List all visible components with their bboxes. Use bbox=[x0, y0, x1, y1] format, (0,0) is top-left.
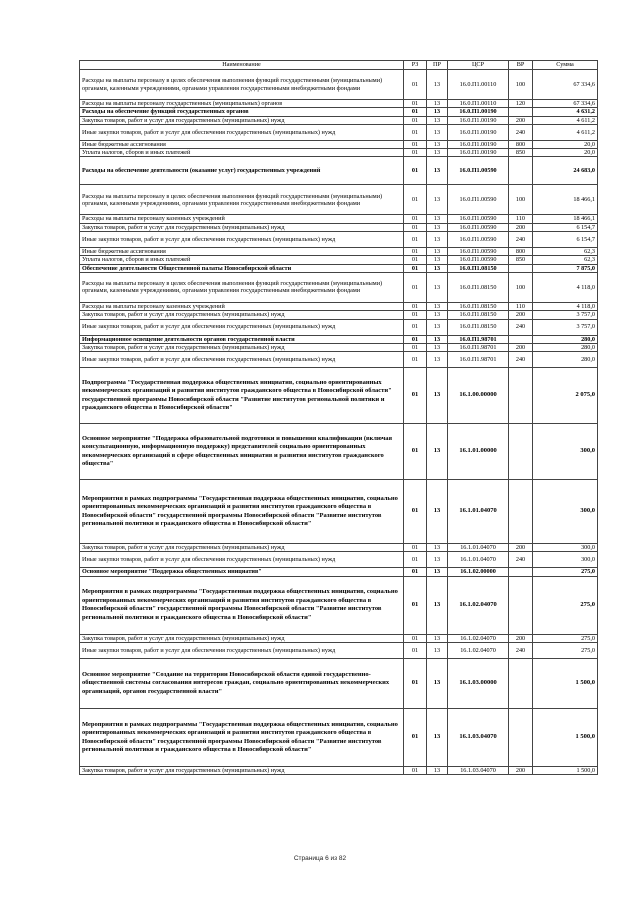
row-pr: 13 bbox=[427, 576, 448, 634]
row-csr: 16.0.П1.00590 bbox=[448, 232, 509, 248]
table-row bbox=[80, 544, 598, 552]
row-rz: 01 bbox=[404, 544, 427, 552]
table-row bbox=[80, 767, 598, 775]
row-name: Основное мероприятие "Поддержка общественных инициатив" bbox=[80, 568, 404, 576]
row-name: Иные бюджетные ассигнования bbox=[80, 140, 404, 148]
row-sum: 300,0 bbox=[533, 552, 598, 568]
row-vr: 110 bbox=[509, 215, 533, 223]
row-rz: 01 bbox=[404, 149, 427, 157]
row-rz: 01 bbox=[404, 634, 427, 642]
row-pr: 13 bbox=[427, 343, 448, 351]
row-rz: 01 bbox=[404, 232, 427, 248]
row-pr: 13 bbox=[427, 634, 448, 642]
table-row bbox=[80, 568, 598, 576]
row-vr: 200 bbox=[509, 116, 533, 124]
table-row bbox=[80, 552, 598, 568]
table-row bbox=[80, 116, 598, 124]
row-rz: 01 bbox=[404, 576, 427, 634]
row-csr: 16.0.П1.98701 bbox=[448, 352, 509, 368]
row-name: Закупка товаров, работ и услуг для государственных (муниципальных) нужд bbox=[80, 311, 404, 319]
row-rz: 01 bbox=[404, 248, 427, 256]
row-csr: 16.1.03.04070 bbox=[448, 709, 509, 767]
row-pr: 13 bbox=[427, 319, 448, 335]
row-sum: 300,0 bbox=[533, 424, 598, 480]
row-name: Закупка товаров, работ и услуг для государственных (муниципальных) нужд bbox=[80, 544, 404, 552]
row-name: Расходы на обеспечение функций государственных органов bbox=[80, 108, 404, 116]
row-csr: 16.1.01.04070 bbox=[448, 480, 509, 544]
row-vr bbox=[509, 576, 533, 634]
row-pr: 13 bbox=[427, 544, 448, 552]
row-sum: 275,0 bbox=[533, 643, 598, 659]
row-vr bbox=[509, 480, 533, 544]
row-pr: 13 bbox=[427, 568, 448, 576]
table-row bbox=[80, 335, 598, 343]
row-pr: 13 bbox=[427, 70, 448, 100]
row-csr: 16.1.01.00000 bbox=[448, 424, 509, 480]
row-rz: 01 bbox=[404, 256, 427, 264]
row-sum: 18 466,1 bbox=[533, 215, 598, 223]
row-sum: 62,3 bbox=[533, 248, 598, 256]
row-vr bbox=[509, 709, 533, 767]
row-sum: 3 757,0 bbox=[533, 311, 598, 319]
row-vr bbox=[509, 108, 533, 116]
table-row bbox=[80, 659, 598, 709]
table-row bbox=[80, 100, 598, 108]
row-sum: 4 118,0 bbox=[533, 272, 598, 302]
row-sum: 62,3 bbox=[533, 256, 598, 264]
row-csr: 16.0.П1.00110 bbox=[448, 70, 509, 100]
row-csr: 16.0.П1.98701 bbox=[448, 343, 509, 351]
row-pr: 13 bbox=[427, 116, 448, 124]
row-vr: 200 bbox=[509, 634, 533, 642]
row-sum: 4 118,0 bbox=[533, 302, 598, 310]
row-name: Иные закупки товаров, работ и услуг для обеспечения государственных (муниципальных) нужд bbox=[80, 352, 404, 368]
page-footer: Страница 6 из 82 bbox=[293, 855, 347, 862]
row-pr: 13 bbox=[427, 248, 448, 256]
row-rz: 01 bbox=[404, 767, 427, 775]
row-rz: 01 bbox=[404, 157, 427, 185]
row-pr: 13 bbox=[427, 124, 448, 140]
row-rz: 01 bbox=[404, 480, 427, 544]
row-sum: 280,0 bbox=[533, 335, 598, 343]
row-csr: 16.0.П1.00190 bbox=[448, 124, 509, 140]
table-row bbox=[80, 643, 598, 659]
row-csr: 16.0.П1.00190 bbox=[448, 108, 509, 116]
row-name: Уплата налогов, сборов и иных платежей bbox=[80, 256, 404, 264]
row-rz: 01 bbox=[404, 368, 427, 424]
row-rz: 01 bbox=[404, 124, 427, 140]
row-name: Расходы на обеспечение деятельности (оказание услуг) государственных учреждений bbox=[80, 157, 404, 185]
row-vr: 200 bbox=[509, 223, 533, 231]
table-row bbox=[80, 223, 598, 231]
row-sum: 3 757,0 bbox=[533, 319, 598, 335]
row-name: Основное мероприятие "Поддержка образовательной подготовки и повышения квалификации (включая консультационную, информационную поддержку) представителей социально ориентированных некоммерческих организаций в сфере общественных инициатив и развития институтов гражданского общества" bbox=[80, 424, 404, 480]
row-pr: 13 bbox=[427, 272, 448, 302]
row-name: Закупка товаров, работ и услуг для государственных (муниципальных) нужд bbox=[80, 116, 404, 124]
row-csr: 16.1.02.00000 bbox=[448, 568, 509, 576]
row-csr: 16.1.02.04070 bbox=[448, 634, 509, 642]
row-pr: 13 bbox=[427, 709, 448, 767]
table-body bbox=[80, 70, 598, 775]
row-sum: 1 500,0 bbox=[533, 767, 598, 775]
row-rz: 01 bbox=[404, 335, 427, 343]
row-name: Иные закупки товаров, работ и услуг для обеспечения государственных (муниципальных) нужд bbox=[80, 643, 404, 659]
row-vr: 200 bbox=[509, 311, 533, 319]
row-sum: 20,0 bbox=[533, 149, 598, 157]
row-csr: 16.1.02.04070 bbox=[448, 576, 509, 634]
row-sum: 6 154,7 bbox=[533, 232, 598, 248]
row-rz: 01 bbox=[404, 319, 427, 335]
row-rz: 01 bbox=[404, 185, 427, 215]
header-rz: РЗ bbox=[404, 61, 427, 70]
row-vr: 240 bbox=[509, 552, 533, 568]
row-name: Иные бюджетные ассигнования bbox=[80, 248, 404, 256]
row-rz: 01 bbox=[404, 352, 427, 368]
row-sum: 20,0 bbox=[533, 140, 598, 148]
row-vr: 240 bbox=[509, 124, 533, 140]
row-vr: 110 bbox=[509, 302, 533, 310]
row-sum: 300,0 bbox=[533, 480, 598, 544]
row-name: Подпрограмма "Государственная поддержка общественных инициатив, социально ориентированных некоммерческих организаций и развития институтов гражданского общества в Новосибирской области" государственной программы Новосибирской области "Развитие институтов региональной политики и гражданского общества в Новосибирской области" bbox=[80, 368, 404, 424]
row-csr: 16.0.П1.00190 bbox=[448, 149, 509, 157]
row-csr: 16.1.02.04070 bbox=[448, 643, 509, 659]
row-vr: 240 bbox=[509, 232, 533, 248]
row-sum: 4 611,2 bbox=[533, 124, 598, 140]
row-rz: 01 bbox=[404, 100, 427, 108]
row-vr: 800 bbox=[509, 140, 533, 148]
header-sum: Сумма bbox=[533, 61, 598, 70]
header-pr: ПР bbox=[427, 61, 448, 70]
row-pr: 13 bbox=[427, 149, 448, 157]
table-row bbox=[80, 634, 598, 642]
row-pr: 13 bbox=[427, 643, 448, 659]
row-name: Расходы на выплаты персоналу в целях обеспечения выполнения функций государственными (муниципальными) органами, казенными учреждениями, органами управления государственными внебюджетными фондами bbox=[80, 70, 404, 100]
row-csr: 16.0.П1.00190 bbox=[448, 116, 509, 124]
row-vr: 850 bbox=[509, 256, 533, 264]
row-rz: 01 bbox=[404, 568, 427, 576]
row-vr: 200 bbox=[509, 767, 533, 775]
row-vr: 100 bbox=[509, 70, 533, 100]
row-pr: 13 bbox=[427, 552, 448, 568]
row-pr: 13 bbox=[427, 659, 448, 709]
row-pr: 13 bbox=[427, 311, 448, 319]
row-sum: 275,0 bbox=[533, 634, 598, 642]
row-sum: 67 334,6 bbox=[533, 100, 598, 108]
row-name: Расходы на выплаты персоналу в целях обеспечения выполнения функций государственными (муниципальными) органами, казенными учреждениями, органами управления государственными внебюджетными фондами bbox=[80, 185, 404, 215]
row-csr: 16.1.01.04070 bbox=[448, 544, 509, 552]
row-csr: 16.1.01.04070 bbox=[448, 552, 509, 568]
row-csr: 16.0.П1.00590 bbox=[448, 185, 509, 215]
row-csr: 16.0.П1.00190 bbox=[448, 140, 509, 148]
row-vr: 120 bbox=[509, 100, 533, 108]
row-sum: 6 154,7 bbox=[533, 223, 598, 231]
row-pr: 13 bbox=[427, 215, 448, 223]
row-pr: 13 bbox=[427, 264, 448, 272]
row-sum: 275,0 bbox=[533, 568, 598, 576]
table-row bbox=[80, 232, 598, 248]
row-name: Обеспечение деятельности Общественной палаты Новосибирской области bbox=[80, 264, 404, 272]
row-pr: 13 bbox=[427, 368, 448, 424]
table-row bbox=[80, 343, 598, 351]
table-row bbox=[80, 368, 598, 424]
row-csr: 16.0.П1.08150 bbox=[448, 264, 509, 272]
row-rz: 01 bbox=[404, 343, 427, 351]
row-name: Иные закупки товаров, работ и услуг для обеспечения государственных (муниципальных) нужд bbox=[80, 124, 404, 140]
table-row bbox=[80, 424, 598, 480]
row-csr: 16.1.03.00000 bbox=[448, 659, 509, 709]
table-row bbox=[80, 302, 598, 310]
row-rz: 01 bbox=[404, 302, 427, 310]
row-name: Закупка товаров, работ и услуг для государственных (муниципальных) нужд bbox=[80, 634, 404, 642]
table-row bbox=[80, 709, 598, 767]
row-name: Закупка товаров, работ и услуг для государственных (муниципальных) нужд bbox=[80, 767, 404, 775]
row-vr: 100 bbox=[509, 272, 533, 302]
row-rz: 01 bbox=[404, 643, 427, 659]
row-csr: 16.0.П1.08150 bbox=[448, 319, 509, 335]
row-vr bbox=[509, 157, 533, 185]
row-sum: 7 875,0 bbox=[533, 264, 598, 272]
table-row bbox=[80, 311, 598, 319]
row-csr: 16.1.03.04070 bbox=[448, 767, 509, 775]
row-name: Закупка товаров, работ и услуг для государственных (муниципальных) нужд bbox=[80, 223, 404, 231]
row-sum: 280,0 bbox=[533, 352, 598, 368]
row-name: Иные закупки товаров, работ и услуг для обеспечения государственных (муниципальных) нужд bbox=[80, 319, 404, 335]
row-csr: 16.0.П1.08150 bbox=[448, 311, 509, 319]
row-vr bbox=[509, 424, 533, 480]
table-row bbox=[80, 248, 598, 256]
row-sum: 4 631,2 bbox=[533, 108, 598, 116]
row-rz: 01 bbox=[404, 424, 427, 480]
table-row bbox=[80, 70, 598, 100]
row-vr: 240 bbox=[509, 319, 533, 335]
row-pr: 13 bbox=[427, 335, 448, 343]
row-vr: 200 bbox=[509, 544, 533, 552]
row-vr: 200 bbox=[509, 343, 533, 351]
table-row bbox=[80, 124, 598, 140]
row-name: Мероприятия в рамках подпрограммы "Государственная поддержка общественных инициатив, социально ориентированных некоммерческих организаций и развития институтов гражданского общества в Новосибирской области" государственной программы Новосибирской области "Развитие институтов региональной политики и гражданского общества в Новосибирской области" bbox=[80, 709, 404, 767]
row-name: Расходы на выплаты персоналу в целях обеспечения выполнения функций государственными (муниципальными) органами, казенными учреждениями, органами управления государственными внебюджетными фондами bbox=[80, 272, 404, 302]
table-row bbox=[80, 108, 598, 116]
row-vr: 850 bbox=[509, 149, 533, 157]
row-vr: 240 bbox=[509, 352, 533, 368]
row-vr bbox=[509, 368, 533, 424]
row-pr: 13 bbox=[427, 100, 448, 108]
row-sum: 24 683,0 bbox=[533, 157, 598, 185]
row-sum: 67 334,6 bbox=[533, 70, 598, 100]
row-vr bbox=[509, 568, 533, 576]
header-csr: ЦСР bbox=[448, 61, 509, 70]
row-sum: 280,0 bbox=[533, 343, 598, 351]
row-csr: 16.0.П1.98701 bbox=[448, 335, 509, 343]
row-rz: 01 bbox=[404, 140, 427, 148]
row-sum: 300,0 bbox=[533, 544, 598, 552]
table-row bbox=[80, 352, 598, 368]
row-rz: 01 bbox=[404, 264, 427, 272]
table-row bbox=[80, 215, 598, 223]
row-rz: 01 bbox=[404, 116, 427, 124]
row-name: Уплата налогов, сборов и иных платежей bbox=[80, 149, 404, 157]
row-vr: 100 bbox=[509, 185, 533, 215]
row-sum: 275,0 bbox=[533, 576, 598, 634]
row-csr: 16.0.П1.00590 bbox=[448, 223, 509, 231]
row-csr: 16.0.П1.00110 bbox=[448, 100, 509, 108]
table-row bbox=[80, 185, 598, 215]
row-sum: 2 075,0 bbox=[533, 368, 598, 424]
row-csr: 16.0.П1.00590 bbox=[448, 215, 509, 223]
row-csr: 16.0.П1.08150 bbox=[448, 302, 509, 310]
row-rz: 01 bbox=[404, 311, 427, 319]
table-row bbox=[80, 157, 598, 185]
row-pr: 13 bbox=[427, 157, 448, 185]
row-rz: 01 bbox=[404, 659, 427, 709]
row-csr: 16.0.П1.00590 bbox=[448, 157, 509, 185]
row-vr bbox=[509, 264, 533, 272]
row-vr bbox=[509, 659, 533, 709]
row-vr: 800 bbox=[509, 248, 533, 256]
row-rz: 01 bbox=[404, 70, 427, 100]
table-row bbox=[80, 264, 598, 272]
row-pr: 13 bbox=[427, 302, 448, 310]
row-sum: 18 466,1 bbox=[533, 185, 598, 215]
row-name: Расходы на выплаты персоналу казенных учреждений bbox=[80, 302, 404, 310]
row-pr: 13 bbox=[427, 767, 448, 775]
row-rz: 01 bbox=[404, 709, 427, 767]
row-name: Иные закупки товаров, работ и услуг для обеспечения государственных (муниципальных) нужд bbox=[80, 552, 404, 568]
row-name: Расходы на выплаты персоналу государственных (муниципальных) органов bbox=[80, 100, 404, 108]
row-sum: 4 611,2 bbox=[533, 116, 598, 124]
row-pr: 13 bbox=[427, 108, 448, 116]
row-vr: 240 bbox=[509, 643, 533, 659]
table-row bbox=[80, 576, 598, 634]
header-vr: ВР bbox=[509, 61, 533, 70]
row-sum: 1 500,0 bbox=[533, 709, 598, 767]
row-csr: 16.0.П1.00590 bbox=[448, 248, 509, 256]
row-csr: 16.0.П1.00590 bbox=[448, 256, 509, 264]
row-rz: 01 bbox=[404, 108, 427, 116]
header-name: Наименование bbox=[80, 61, 404, 70]
row-pr: 13 bbox=[427, 223, 448, 231]
budget-table bbox=[79, 60, 598, 775]
row-pr: 13 bbox=[427, 256, 448, 264]
row-name: Мероприятия в рамках подпрограммы "Государственная поддержка общественных инициатив, социально ориентированных некоммерческих организаций и развития институтов гражданского общества в Новосибирской области" государственной программы Новосибирской области "Развитие институтов региональной политики и гражданского общества в Новосибирской области" bbox=[80, 576, 404, 634]
table-row bbox=[80, 272, 598, 302]
row-pr: 13 bbox=[427, 140, 448, 148]
row-sum: 1 500,0 bbox=[533, 659, 598, 709]
table-row bbox=[80, 140, 598, 148]
table-row bbox=[80, 149, 598, 157]
row-rz: 01 bbox=[404, 215, 427, 223]
row-name: Информационное освещение деятельности органов государственной власти bbox=[80, 335, 404, 343]
row-name: Закупка товаров, работ и услуг для государственных (муниципальных) нужд bbox=[80, 343, 404, 351]
table-row bbox=[80, 319, 598, 335]
row-pr: 13 bbox=[427, 232, 448, 248]
row-name: Мероприятия в рамках подпрограммы "Государственная поддержка общественных инициатив, социально ориентированных некоммерческих организаций и развития институтов гражданского общества в Новосибирской области" государственной программы Новосибирской области "Развитие институтов региональной политики и гражданского общества в Новосибирской области" bbox=[80, 480, 404, 544]
row-rz: 01 bbox=[404, 552, 427, 568]
row-rz: 01 bbox=[404, 223, 427, 231]
row-name: Основное мероприятие "Создание на территории Новосибирской области единой государственно-общественной системы согласования интересов граждан, социально ориентированных некоммерческих организаций, органов государственной власти" bbox=[80, 659, 404, 709]
table-row bbox=[80, 480, 598, 544]
row-csr: 16.1.00.00000 bbox=[448, 368, 509, 424]
row-name: Иные закупки товаров, работ и услуг для обеспечения государственных (муниципальных) нужд bbox=[80, 232, 404, 248]
table-header-row bbox=[80, 61, 598, 70]
row-csr: 16.0.П1.08150 bbox=[448, 272, 509, 302]
row-pr: 13 bbox=[427, 352, 448, 368]
row-name: Расходы на выплаты персоналу казенных учреждений bbox=[80, 215, 404, 223]
row-vr bbox=[509, 335, 533, 343]
table-row bbox=[80, 256, 598, 264]
row-pr: 13 bbox=[427, 424, 448, 480]
row-pr: 13 bbox=[427, 480, 448, 544]
row-rz: 01 bbox=[404, 272, 427, 302]
row-pr: 13 bbox=[427, 185, 448, 215]
